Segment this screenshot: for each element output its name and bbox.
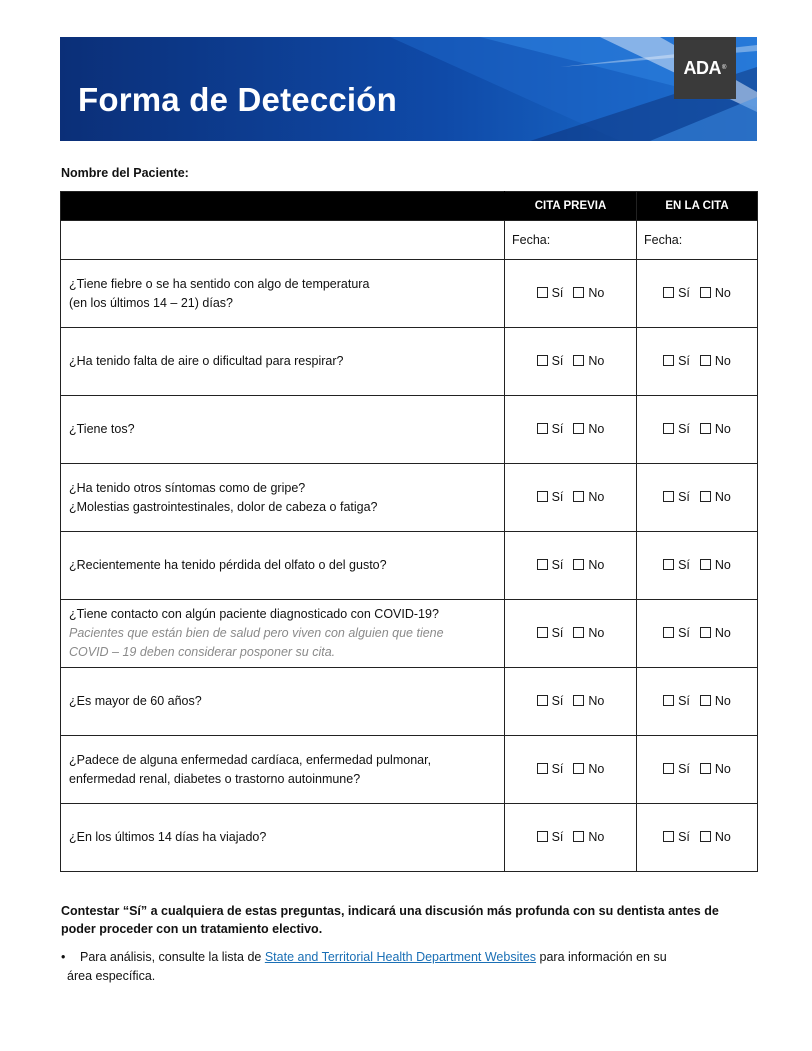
yes-label: Sí bbox=[678, 285, 690, 300]
yes-label: Sí bbox=[551, 761, 564, 776]
no-option[interactable] bbox=[573, 830, 604, 844]
no-option[interactable] bbox=[573, 422, 604, 436]
answer-cell-current bbox=[637, 260, 758, 328]
no-option[interactable] bbox=[700, 762, 731, 776]
question-line: (en los últimos 14 – 21) días? bbox=[69, 295, 233, 310]
no-label: No bbox=[714, 489, 731, 504]
no-option[interactable] bbox=[573, 694, 604, 708]
question-text bbox=[61, 600, 505, 668]
no-option[interactable] bbox=[573, 626, 604, 640]
yes-checkbox-icon[interactable] bbox=[537, 287, 548, 298]
yes-label: Sí bbox=[551, 285, 564, 300]
no-option[interactable] bbox=[700, 354, 731, 368]
yes-option[interactable] bbox=[663, 422, 690, 436]
footer-notice: Contestar “Sí” a cualquiera de estas preguntas, indicará una discusión más profunda con su dentista antes de poder proceder con un tratamiento electivo. bbox=[61, 904, 719, 936]
yes-label: Sí bbox=[678, 761, 690, 776]
yes-label: Sí bbox=[551, 625, 564, 640]
no-label: No bbox=[588, 761, 605, 776]
no-checkbox-icon[interactable] bbox=[700, 423, 711, 434]
column-header-current: EN LA CITA bbox=[637, 192, 758, 221]
no-option[interactable] bbox=[573, 490, 604, 504]
yes-label: Sí bbox=[678, 421, 690, 436]
yes-checkbox-icon[interactable] bbox=[663, 695, 674, 706]
no-checkbox-icon[interactable] bbox=[573, 763, 584, 774]
yes-option[interactable] bbox=[663, 626, 690, 640]
no-label: No bbox=[714, 421, 731, 436]
no-label: No bbox=[588, 625, 605, 640]
health-department-link[interactable]: State and Territorial Health Department Websites bbox=[264, 950, 537, 964]
question-text bbox=[61, 464, 505, 532]
no-label: No bbox=[714, 353, 731, 368]
answer-cell-current bbox=[637, 464, 758, 532]
yes-checkbox-icon[interactable] bbox=[663, 627, 674, 638]
yes-option[interactable] bbox=[537, 830, 564, 844]
question-text bbox=[61, 396, 505, 464]
question-text bbox=[61, 328, 505, 396]
no-label: No bbox=[588, 693, 605, 708]
answer-cell-previous bbox=[505, 736, 637, 804]
yes-label: Sí bbox=[551, 489, 564, 504]
no-option[interactable] bbox=[573, 558, 604, 572]
no-checkbox-icon[interactable] bbox=[700, 491, 711, 502]
no-option[interactable] bbox=[700, 694, 731, 708]
question-line: ¿Tiene tos? bbox=[69, 422, 135, 436]
logo-text: ADA bbox=[683, 57, 722, 78]
question-line: ¿Es mayor de 60 años? bbox=[69, 694, 202, 708]
answer-cell-current bbox=[637, 668, 758, 736]
answer-cell-current bbox=[637, 804, 758, 872]
table-row bbox=[61, 736, 758, 804]
question-line: ¿Tiene fiebre o se ha sentido con algo de temperatura bbox=[69, 276, 370, 291]
table-row bbox=[61, 804, 758, 872]
no-label: No bbox=[588, 557, 605, 572]
no-label: No bbox=[588, 285, 605, 300]
answer-cell-current bbox=[637, 328, 758, 396]
question-text bbox=[61, 668, 505, 736]
yes-checkbox-icon[interactable] bbox=[537, 423, 548, 434]
yes-label: Sí bbox=[678, 693, 690, 708]
question-text bbox=[61, 804, 505, 872]
question-line: ¿Tiene contacto con algún paciente diagnosticado con COVID-19? bbox=[69, 607, 439, 621]
yes-checkbox-icon[interactable] bbox=[663, 831, 674, 842]
page-title: Forma de Detección bbox=[78, 81, 398, 118]
ada-logo bbox=[674, 37, 736, 99]
no-option[interactable] bbox=[700, 422, 731, 436]
screening-table bbox=[60, 191, 758, 872]
answer-cell-previous bbox=[505, 804, 637, 872]
yes-label: Sí bbox=[551, 421, 564, 436]
question-text bbox=[61, 736, 505, 804]
yes-checkbox-icon[interactable] bbox=[663, 491, 674, 502]
yes-option[interactable] bbox=[663, 694, 690, 708]
date-field-previous[interactable]: Fecha: bbox=[505, 221, 637, 260]
column-header-previous: CITA PREVIA bbox=[505, 192, 637, 221]
answer-cell-current bbox=[637, 532, 758, 600]
date-row-blank bbox=[61, 221, 505, 260]
question-text bbox=[61, 532, 505, 600]
answer-cell-current bbox=[637, 736, 758, 804]
date-row bbox=[61, 221, 758, 260]
no-label: No bbox=[714, 285, 731, 300]
yes-option[interactable] bbox=[537, 354, 564, 368]
yes-checkbox-icon[interactable] bbox=[663, 423, 674, 434]
table-header-row bbox=[61, 192, 758, 221]
no-checkbox-icon[interactable] bbox=[700, 695, 711, 706]
yes-checkbox-icon[interactable] bbox=[537, 763, 548, 774]
table-row bbox=[61, 396, 758, 464]
bullet-suffix: para información en su bbox=[536, 950, 667, 964]
no-label: No bbox=[714, 761, 731, 776]
no-checkbox-icon[interactable] bbox=[573, 423, 584, 434]
answer-cell-current bbox=[637, 396, 758, 464]
yes-option[interactable] bbox=[663, 354, 690, 368]
no-checkbox-icon[interactable] bbox=[700, 627, 711, 638]
yes-option[interactable] bbox=[537, 490, 564, 504]
yes-checkbox-icon[interactable] bbox=[663, 355, 674, 366]
yes-option[interactable] bbox=[663, 490, 690, 504]
no-checkbox-icon[interactable] bbox=[573, 695, 584, 706]
yes-option[interactable] bbox=[537, 626, 564, 640]
yes-label: Sí bbox=[678, 557, 690, 572]
question-line: enfermedad renal, diabetes o trastorno autoinmune? bbox=[69, 771, 361, 786]
header-banner bbox=[60, 37, 757, 141]
no-label: No bbox=[588, 829, 605, 844]
yes-option[interactable] bbox=[537, 558, 564, 572]
yes-checkbox-icon[interactable] bbox=[663, 763, 674, 774]
yes-label: Sí bbox=[551, 693, 564, 708]
yes-checkbox-icon[interactable] bbox=[537, 559, 548, 570]
question-line: ¿Molestias gastrointestinales, dolor de cabeza o fatiga? bbox=[69, 499, 378, 514]
bullet-icon: • bbox=[61, 950, 66, 964]
question-line: ¿Padece de alguna enfermedad cardíaca, enfermedad pulmonar, bbox=[69, 752, 432, 767]
yes-label: Sí bbox=[678, 625, 690, 640]
table-row bbox=[61, 532, 758, 600]
no-checkbox-icon[interactable] bbox=[700, 287, 711, 298]
table-row bbox=[61, 260, 758, 328]
yes-label: Sí bbox=[678, 489, 690, 504]
answer-cell-previous bbox=[505, 328, 637, 396]
question-line: ¿Ha tenido otros síntomas como de gripe? bbox=[69, 480, 306, 495]
footer-bullet bbox=[61, 948, 751, 986]
answer-cell-previous bbox=[505, 464, 637, 532]
no-checkbox-icon[interactable] bbox=[573, 355, 584, 366]
question-line: ¿En los últimos 14 días ha viajado? bbox=[69, 830, 267, 844]
table-row bbox=[61, 600, 758, 668]
yes-label: Sí bbox=[551, 829, 564, 844]
table-row bbox=[61, 464, 758, 532]
yes-checkbox-icon[interactable] bbox=[537, 627, 548, 638]
yes-label: Sí bbox=[551, 557, 564, 572]
yes-checkbox-icon[interactable] bbox=[537, 491, 548, 502]
no-label: No bbox=[588, 353, 605, 368]
no-checkbox-icon[interactable] bbox=[573, 287, 584, 298]
yes-label: Sí bbox=[678, 829, 690, 844]
no-option[interactable] bbox=[700, 626, 731, 640]
no-option[interactable] bbox=[700, 286, 731, 300]
yes-option[interactable] bbox=[663, 286, 690, 300]
no-label: No bbox=[588, 421, 605, 436]
no-checkbox-icon[interactable] bbox=[573, 831, 584, 842]
no-option[interactable] bbox=[573, 286, 604, 300]
no-option[interactable] bbox=[700, 830, 731, 844]
yes-option[interactable] bbox=[537, 694, 564, 708]
yes-label: Sí bbox=[678, 353, 690, 368]
bullet-text bbox=[80, 950, 667, 964]
yes-checkbox-icon[interactable] bbox=[663, 559, 674, 570]
no-option[interactable] bbox=[573, 762, 604, 776]
no-checkbox-icon[interactable] bbox=[700, 559, 711, 570]
date-field-current[interactable]: Fecha: bbox=[637, 221, 758, 260]
yes-option[interactable] bbox=[537, 422, 564, 436]
no-checkbox-icon[interactable] bbox=[700, 355, 711, 366]
patient-name-label: Nombre del Paciente: bbox=[61, 166, 189, 180]
yes-option[interactable] bbox=[663, 558, 690, 572]
table-row bbox=[61, 328, 758, 396]
bullet-line-2: área específica. bbox=[67, 969, 156, 983]
no-option[interactable] bbox=[573, 354, 604, 368]
yes-option[interactable] bbox=[663, 830, 690, 844]
yes-checkbox-icon[interactable] bbox=[537, 695, 548, 706]
bullet-prefix: Para análisis, consulte la lista de bbox=[80, 950, 265, 964]
answer-cell-previous bbox=[505, 668, 637, 736]
registered-mark: ® bbox=[722, 65, 727, 71]
question-line: ¿Ha tenido falta de aire o dificultad para respirar? bbox=[69, 354, 344, 368]
no-checkbox-icon[interactable] bbox=[573, 491, 584, 502]
header-blank-cell bbox=[61, 192, 505, 221]
no-label: No bbox=[714, 557, 731, 572]
no-option[interactable] bbox=[700, 490, 731, 504]
answer-cell-previous bbox=[505, 600, 637, 668]
no-checkbox-icon[interactable] bbox=[573, 559, 584, 570]
no-label: No bbox=[714, 829, 731, 844]
question-text bbox=[61, 260, 505, 328]
no-label: No bbox=[588, 489, 605, 504]
question-note: Pacientes que están bien de salud pero viven con alguien que tiene bbox=[69, 626, 444, 640]
yes-option[interactable] bbox=[537, 286, 564, 300]
question-line: ¿Recientemente ha tenido pérdida del olfato o del gusto? bbox=[69, 558, 387, 572]
answer-cell-current bbox=[637, 600, 758, 668]
answer-cell-previous bbox=[505, 396, 637, 464]
yes-checkbox-icon[interactable] bbox=[537, 831, 548, 842]
question-note: COVID – 19 deben considerar posponer su cita. bbox=[69, 645, 336, 659]
no-checkbox-icon[interactable] bbox=[700, 831, 711, 842]
yes-label: Sí bbox=[551, 353, 564, 368]
no-label: No bbox=[714, 693, 731, 708]
no-checkbox-icon[interactable] bbox=[573, 627, 584, 638]
no-option[interactable] bbox=[700, 558, 731, 572]
answer-cell-previous bbox=[505, 532, 637, 600]
yes-option[interactable] bbox=[537, 762, 564, 776]
no-checkbox-icon[interactable] bbox=[700, 763, 711, 774]
yes-option[interactable] bbox=[663, 762, 690, 776]
no-label: No bbox=[714, 625, 731, 640]
yes-checkbox-icon[interactable] bbox=[663, 287, 674, 298]
yes-checkbox-icon[interactable] bbox=[537, 355, 548, 366]
table-row bbox=[61, 668, 758, 736]
answer-cell-previous bbox=[505, 260, 637, 328]
